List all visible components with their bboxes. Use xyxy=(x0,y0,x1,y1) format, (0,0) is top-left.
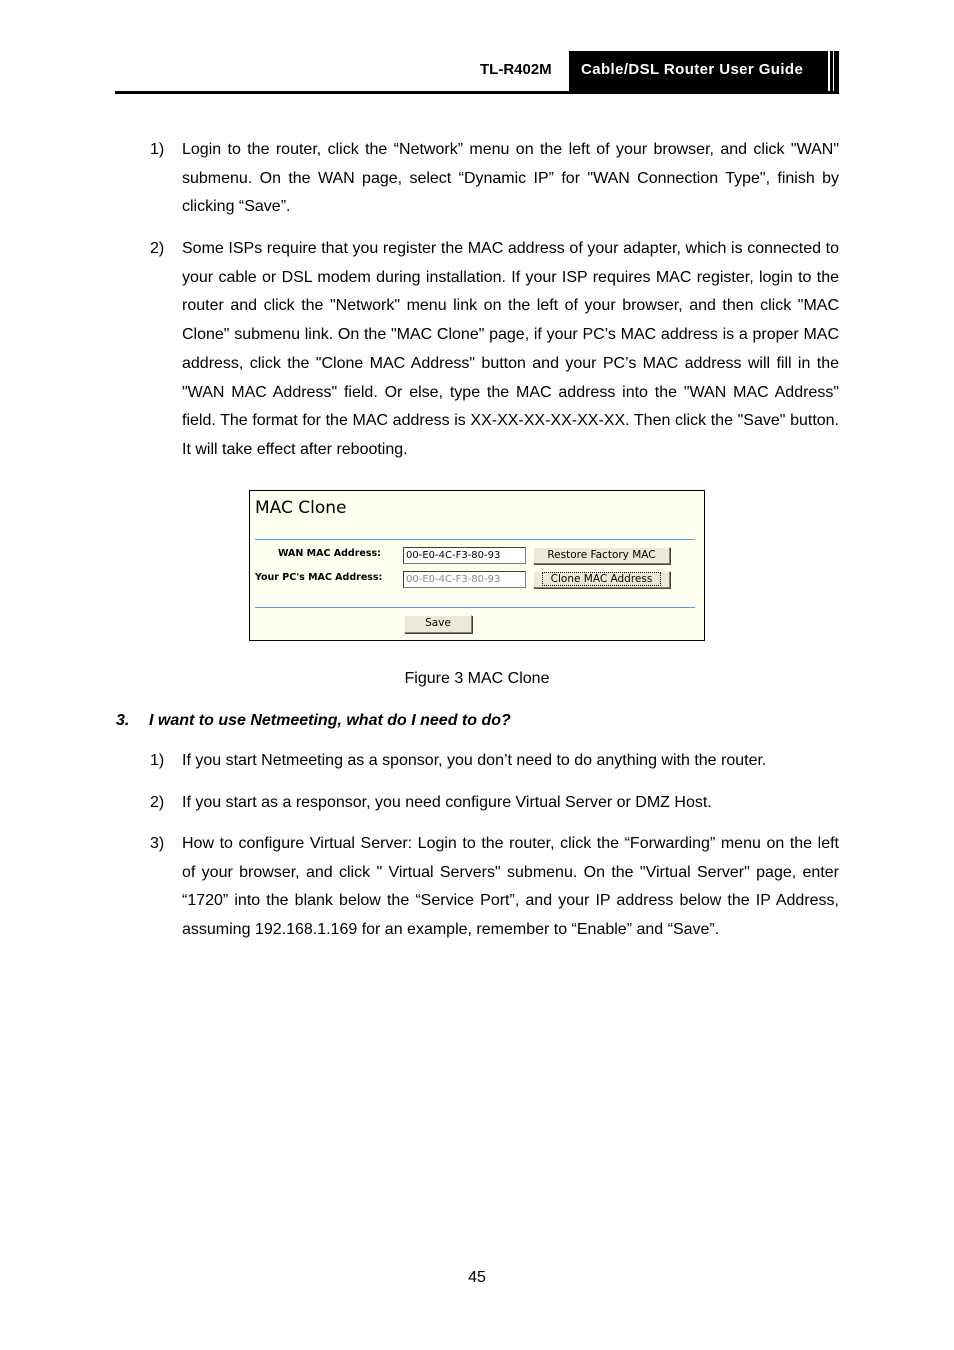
mac-clone-panel xyxy=(249,490,705,641)
save-button[interactable]: Save xyxy=(404,615,472,633)
list-item-text: If you start Netmeeting as a sponsor, you don’t need to do anything with the router. xyxy=(182,752,767,769)
wan-mac-label: WAN MAC Address: xyxy=(278,548,381,559)
list-item-number: 1) xyxy=(150,141,165,158)
restore-factory-mac-button[interactable]: Restore Factory MAC xyxy=(533,547,670,564)
header-title: Cable/DSL Router User Guide xyxy=(581,61,804,78)
pc-mac-label: Your PC's MAC Address: xyxy=(255,572,383,583)
header-bar-mark xyxy=(833,51,834,93)
section-number: 3. xyxy=(116,712,130,729)
panel-divider xyxy=(255,539,695,540)
wan-mac-input[interactable] xyxy=(403,547,526,564)
list-item-text: If you start as a responsor, you need configure Virtual Server or DMZ Host. xyxy=(182,794,712,811)
list-item xyxy=(150,830,839,948)
list-item xyxy=(150,235,839,469)
list-item-text: Some ISPs require that you register the MAC address of your adapter, which is connected to your cable or DSL modem during installation. If your ISP requires MAC register, login to the router and click the "Network" menu link on the left of your browser, and then click "MAC Clone" submenu link. On the "MAC Clone" page, if your PC’s MAC address is a proper MAC address, click the "Clone MAC Address" button and your PC’s MAC address will fill in the "WAN MAC Address" field. Or else, type the MAC address into the "WAN MAC Address" field. The format for the MAC address is XX-XX-XX-XX-XX-XX. Then click the "Save" button. It will take effect after rebooting. xyxy=(182,240,839,458)
section-title: I want to use Netmeeting, what do I need to do? xyxy=(149,712,511,729)
clone-mac-address-button[interactable] xyxy=(533,571,670,588)
header-rule xyxy=(115,91,839,94)
panel-divider xyxy=(255,607,695,608)
panel-title: MAC Clone xyxy=(255,498,347,518)
list-item xyxy=(150,136,839,226)
list-item-number: 2) xyxy=(150,794,165,811)
list-item-number: 3) xyxy=(150,835,165,852)
header-title-bar xyxy=(569,51,839,93)
list-item xyxy=(150,747,839,777)
clone-mac-address-label: Clone MAC Address xyxy=(543,573,661,585)
list-item xyxy=(150,789,839,819)
list-item-text: Login to the router, click the “Network” menu on the left of your browser, and click "WAN" submenu. On the WAN page, select “Dynamic IP” for "WAN Connection Type", finish by clicking “Save”. xyxy=(182,141,839,216)
figure-caption: Figure 3 MAC Clone xyxy=(404,670,550,687)
page-number: 45 xyxy=(468,1269,486,1286)
header-model: TL-R402M xyxy=(480,61,552,78)
list-item-number: 2) xyxy=(150,240,165,257)
list-item-number: 1) xyxy=(150,752,165,769)
header-bar-mark xyxy=(828,51,830,93)
pc-mac-input[interactable] xyxy=(403,571,526,588)
list-item-text: How to configure Virtual Server: Login to the router, click the “Forwarding” menu on the left of your browser, and click " Virtual Servers" submenu. On the "Virtual Server" page, enter “1720” into the blank below the “Service Port”, and your IP address below the IP Address, assuming 192.168.1.169 for an example, remember to “Enable” and “Save”. xyxy=(182,835,839,939)
